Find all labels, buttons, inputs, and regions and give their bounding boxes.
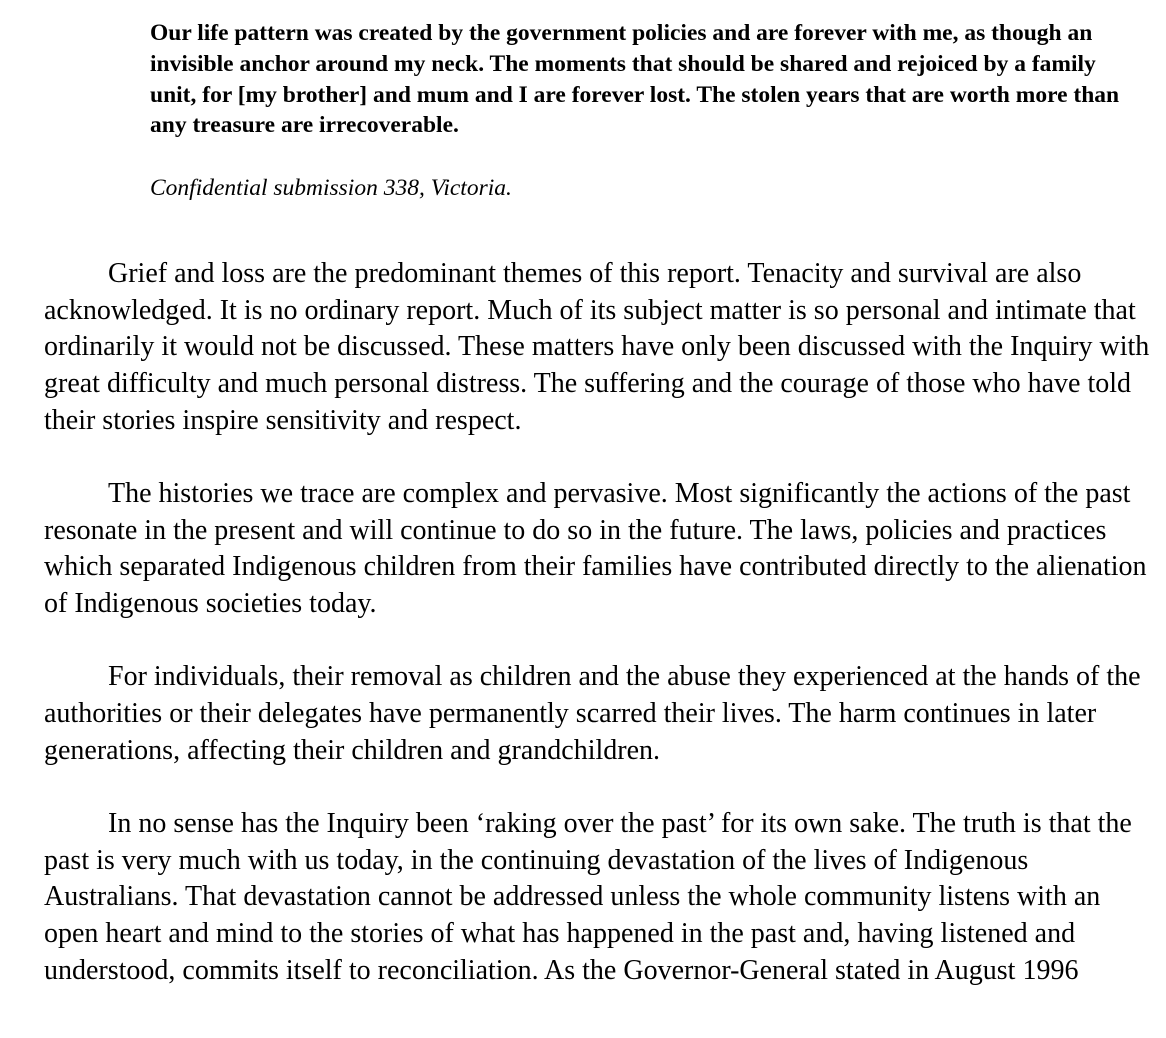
paragraph-individuals: For individuals, their removal as children and the abuse they experienced at the hands of the authorities or their delegates have permanently scarred their lives. The harm continues in later generations, affecting their children and grandchildren. — [44, 661, 1141, 766]
body-text — [44, 256, 1156, 1026]
quote-source: Confidential submission 338, Victoria. — [150, 175, 512, 201]
quote-text: Our life pattern was created by the government policies and are forever with me, as though an invisible anchor around my neck. The moments that should be shared and rejoiced by a family unit, for [my brother] and mum and I are forever lost. The stolen years that are worth more than any treasure are irrecoverable. — [150, 20, 1120, 139]
paragraph-grief-and-loss: Grief and loss are the predominant themes of this report. Tenacity and survival are also acknowledged. It is no ordinary report. Much of its subject matter is so personal and intimate that ordinarily it would not be discussed. These matters have only been discussed with the Inquiry with great difficulty and much personal distress. The suffering and the courage of those who have told their stories inspire sensitivity and respect. — [44, 258, 1150, 436]
block-quote — [150, 18, 1140, 201]
paragraph-no-sense: In no sense has the Inquiry been ‘raking over the past’ for its own sake. The truth is that the past is very much with us today, in the continuing devastation of the lives of Indigenous Australians. That devastation cannot be addressed unless the whole community listens with an open heart and mind to the stories of what has happened in the past and, having listened and understood, commits itself to reconciliation. As the Governor-General stated in August 1996 — [44, 807, 1132, 986]
paragraph-histories: The histories we trace are complex and pervasive. Most significantly the actions of the past resonate in the present and will continue to do so in the future. The laws, policies and practices which separated Indigenous children from their families have contributed directly to the alienation of Indigenous societies today. — [44, 478, 1147, 620]
